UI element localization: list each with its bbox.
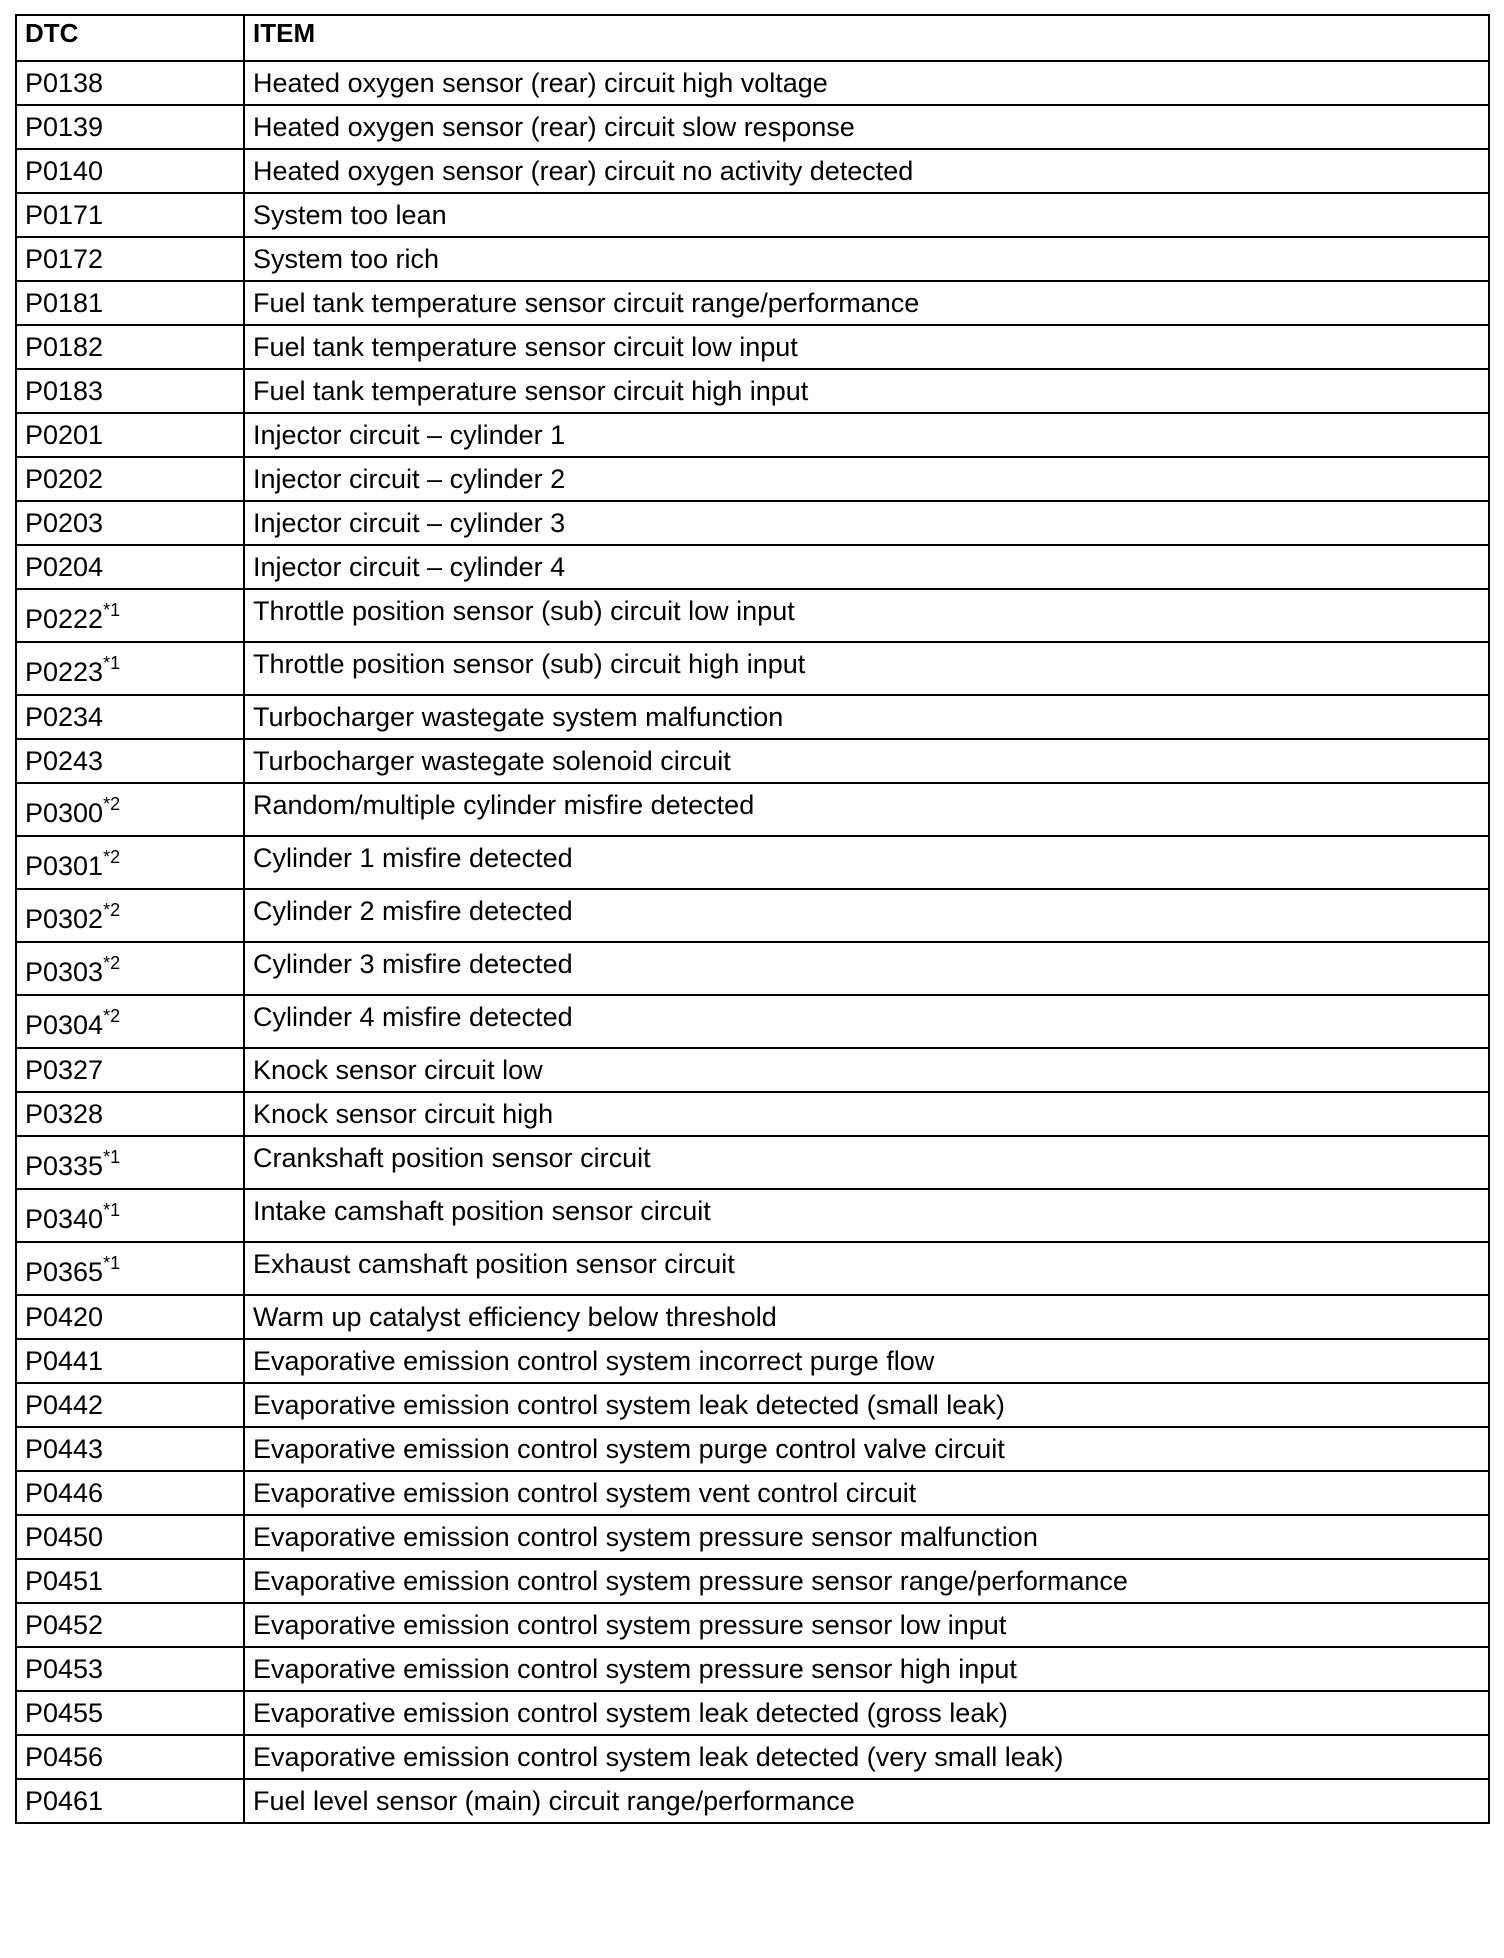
table-row xyxy=(16,1189,1489,1242)
table-row xyxy=(16,642,1489,695)
table-row xyxy=(16,1559,1489,1603)
dtc-item-cell: System too lean xyxy=(244,193,1489,237)
dtc-code: P0203 xyxy=(25,508,104,538)
table-row xyxy=(16,1427,1489,1471)
table-row xyxy=(16,1471,1489,1515)
dtc-item-cell: Evaporative emission control system leak detected (gross leak) xyxy=(244,1691,1489,1735)
table-row xyxy=(16,889,1489,942)
dtc-code-cell xyxy=(16,501,244,545)
table-row xyxy=(16,1242,1489,1295)
dtc-code: P0223 xyxy=(25,657,104,687)
dtc-item-cell: Injector circuit – cylinder 4 xyxy=(244,545,1489,589)
dtc-item-cell: Warm up catalyst efficiency below threshold xyxy=(244,1295,1489,1339)
table-header xyxy=(16,15,1489,61)
footnote-marker: *2 xyxy=(103,953,121,973)
table-row xyxy=(16,1383,1489,1427)
dtc-code-cell xyxy=(16,1189,244,1242)
dtc-column-header: DTC xyxy=(16,15,244,61)
dtc-code-cell xyxy=(16,369,244,413)
dtc-code-cell xyxy=(16,105,244,149)
dtc-code-cell xyxy=(16,1242,244,1295)
dtc-code: P0327 xyxy=(25,1055,104,1085)
table-row xyxy=(16,61,1489,105)
dtc-code-cell xyxy=(16,1427,244,1471)
dtc-code-cell xyxy=(16,1383,244,1427)
item-column-header: ITEM xyxy=(244,15,1489,61)
table-row xyxy=(16,1779,1489,1823)
dtc-code: P0300 xyxy=(25,798,104,828)
dtc-code: P0451 xyxy=(25,1566,104,1596)
table-row xyxy=(16,1136,1489,1189)
dtc-item-cell: Cylinder 3 misfire detected xyxy=(244,942,1489,995)
dtc-code-cell xyxy=(16,149,244,193)
dtc-code-cell xyxy=(16,1779,244,1823)
dtc-item-cell: Injector circuit – cylinder 1 xyxy=(244,413,1489,457)
table-row xyxy=(16,1048,1489,1092)
dtc-code-cell xyxy=(16,889,244,942)
table-row xyxy=(16,836,1489,889)
dtc-code: P0140 xyxy=(25,156,104,186)
table-row xyxy=(16,1691,1489,1735)
dtc-item-cell: Throttle position sensor (sub) circuit high input xyxy=(244,642,1489,695)
dtc-code: P0420 xyxy=(25,1302,104,1332)
dtc-code: P0365 xyxy=(25,1257,104,1287)
dtc-item-cell: Fuel tank temperature sensor circuit range/performance xyxy=(244,281,1489,325)
dtc-code: P0452 xyxy=(25,1610,104,1640)
dtc-code: P0441 xyxy=(25,1346,104,1376)
dtc-code-cell xyxy=(16,1471,244,1515)
table-row xyxy=(16,1295,1489,1339)
dtc-code-cell xyxy=(16,642,244,695)
dtc-item-cell: Turbocharger wastegate system malfunction xyxy=(244,695,1489,739)
dtc-code-cell xyxy=(16,281,244,325)
table-row xyxy=(16,149,1489,193)
dtc-item-cell: Fuel tank temperature sensor circuit low input xyxy=(244,325,1489,369)
table-row xyxy=(16,413,1489,457)
dtc-item-cell: Evaporative emission control system pressure sensor range/performance xyxy=(244,1559,1489,1603)
dtc-code: P0222 xyxy=(25,604,104,634)
table-row xyxy=(16,237,1489,281)
table-row xyxy=(16,1339,1489,1383)
table-row xyxy=(16,457,1489,501)
table-body xyxy=(16,61,1489,1823)
dtc-code: P0455 xyxy=(25,1698,104,1728)
dtc-code-cell xyxy=(16,1559,244,1603)
dtc-code: P0182 xyxy=(25,332,104,362)
dtc-item-cell: Evaporative emission control system pressure sensor low input xyxy=(244,1603,1489,1647)
table-row xyxy=(16,1647,1489,1691)
footnote-marker: *2 xyxy=(103,900,121,920)
dtc-item-cell: Throttle position sensor (sub) circuit low input xyxy=(244,589,1489,642)
dtc-item-cell: Cylinder 1 misfire detected xyxy=(244,836,1489,889)
table-row xyxy=(16,695,1489,739)
dtc-item-cell: Heated oxygen sensor (rear) circuit high voltage xyxy=(244,61,1489,105)
dtc-item-cell: Evaporative emission control system pressure sensor high input xyxy=(244,1647,1489,1691)
dtc-code: P0138 xyxy=(25,68,104,98)
dtc-code: P0301 xyxy=(25,851,104,881)
dtc-item-cell: Fuel level sensor (main) circuit range/performance xyxy=(244,1779,1489,1823)
dtc-code-cell xyxy=(16,942,244,995)
table-row xyxy=(16,783,1489,836)
footnote-marker: *1 xyxy=(103,1147,121,1167)
dtc-code-cell xyxy=(16,193,244,237)
dtc-code: P0340 xyxy=(25,1204,104,1234)
footnote-marker: *2 xyxy=(103,1006,121,1026)
dtc-code: P0446 xyxy=(25,1478,104,1508)
table-row xyxy=(16,545,1489,589)
table-row xyxy=(16,1092,1489,1136)
table-row xyxy=(16,325,1489,369)
dtc-code-cell xyxy=(16,995,244,1048)
table-row xyxy=(16,369,1489,413)
dtc-code-cell xyxy=(16,783,244,836)
dtc-item-cell: Random/multiple cylinder misfire detected xyxy=(244,783,1489,836)
footnote-marker: *2 xyxy=(103,847,121,867)
dtc-code: P0171 xyxy=(25,200,104,230)
dtc-item-cell: Evaporative emission control system vent control circuit xyxy=(244,1471,1489,1515)
table-row xyxy=(16,589,1489,642)
dtc-code-cell xyxy=(16,1295,244,1339)
dtc-code-cell xyxy=(16,1691,244,1735)
dtc-code-cell xyxy=(16,695,244,739)
dtc-item-cell: Crankshaft position sensor circuit xyxy=(244,1136,1489,1189)
dtc-code-cell xyxy=(16,1136,244,1189)
dtc-code-cell xyxy=(16,739,244,783)
dtc-item-cell: Turbocharger wastegate solenoid circuit xyxy=(244,739,1489,783)
dtc-item-cell: Heated oxygen sensor (rear) circuit slow response xyxy=(244,105,1489,149)
dtc-code-cell xyxy=(16,457,244,501)
dtc-code: P0335 xyxy=(25,1151,104,1181)
dtc-code-cell xyxy=(16,836,244,889)
table-row xyxy=(16,105,1489,149)
table-row xyxy=(16,739,1489,783)
dtc-code: P0456 xyxy=(25,1742,104,1772)
dtc-code-cell xyxy=(16,1048,244,1092)
dtc-code-cell xyxy=(16,325,244,369)
dtc-code-cell xyxy=(16,237,244,281)
dtc-code: P0302 xyxy=(25,904,104,934)
dtc-code-cell xyxy=(16,1647,244,1691)
dtc-code: P0139 xyxy=(25,112,104,142)
dtc-code: P0183 xyxy=(25,376,104,406)
dtc-code: P0461 xyxy=(25,1786,104,1816)
dtc-item-cell: Evaporative emission control system incorrect purge flow xyxy=(244,1339,1489,1383)
dtc-item-cell: Evaporative emission control system leak detected (small leak) xyxy=(244,1383,1489,1427)
dtc-item-cell: Evaporative emission control system purge control valve circuit xyxy=(244,1427,1489,1471)
dtc-code: P0202 xyxy=(25,464,104,494)
table-row xyxy=(16,942,1489,995)
dtc-item-cell: Cylinder 4 misfire detected xyxy=(244,995,1489,1048)
dtc-code-cell xyxy=(16,413,244,457)
dtc-item-cell: Heated oxygen sensor (rear) circuit no activity detected xyxy=(244,149,1489,193)
footnote-marker: *1 xyxy=(103,1200,121,1220)
dtc-code-cell xyxy=(16,589,244,642)
table-row xyxy=(16,1603,1489,1647)
table-row xyxy=(16,1735,1489,1779)
dtc-code-cell xyxy=(16,1092,244,1136)
table-row xyxy=(16,995,1489,1048)
footnote-marker: *1 xyxy=(103,653,121,673)
dtc-code-cell xyxy=(16,545,244,589)
dtc-item-cell: Intake camshaft position sensor circuit xyxy=(244,1189,1489,1242)
dtc-item-cell: Evaporative emission control system pressure sensor malfunction xyxy=(244,1515,1489,1559)
dtc-code: P0303 xyxy=(25,957,104,987)
footnote-marker: *2 xyxy=(103,794,121,814)
table-row xyxy=(16,193,1489,237)
dtc-code: P0181 xyxy=(25,288,104,318)
dtc-item-cell: Evaporative emission control system leak detected (very small leak) xyxy=(244,1735,1489,1779)
table-row xyxy=(16,281,1489,325)
table-row xyxy=(16,501,1489,545)
footnote-marker: *1 xyxy=(103,600,121,620)
dtc-item-cell: Injector circuit – cylinder 3 xyxy=(244,501,1489,545)
dtc-item-cell: Knock sensor circuit high xyxy=(244,1092,1489,1136)
dtc-code: P0204 xyxy=(25,552,104,582)
dtc-code-cell xyxy=(16,1339,244,1383)
dtc-code: P0234 xyxy=(25,702,104,732)
dtc-item-cell: Knock sensor circuit low xyxy=(244,1048,1489,1092)
dtc-item-cell: Exhaust camshaft position sensor circuit xyxy=(244,1242,1489,1295)
dtc-code: P0172 xyxy=(25,244,104,274)
dtc-code: P0442 xyxy=(25,1390,104,1420)
dtc-table xyxy=(15,14,1490,1824)
dtc-code: P0453 xyxy=(25,1654,104,1684)
dtc-item-cell: System too rich xyxy=(244,237,1489,281)
dtc-code: P0443 xyxy=(25,1434,104,1464)
dtc-code-cell xyxy=(16,61,244,105)
dtc-code-cell xyxy=(16,1603,244,1647)
dtc-code: P0450 xyxy=(25,1522,104,1552)
dtc-code-cell xyxy=(16,1735,244,1779)
table-row xyxy=(16,1515,1489,1559)
dtc-code: P0201 xyxy=(25,420,104,450)
dtc-item-cell: Fuel tank temperature sensor circuit high input xyxy=(244,369,1489,413)
dtc-code: P0243 xyxy=(25,746,104,776)
dtc-item-cell: Cylinder 2 misfire detected xyxy=(244,889,1489,942)
dtc-code: P0304 xyxy=(25,1010,104,1040)
header-row xyxy=(16,15,1489,61)
footnote-marker: *1 xyxy=(103,1253,121,1273)
dtc-code-cell xyxy=(16,1515,244,1559)
dtc-code: P0328 xyxy=(25,1099,104,1129)
dtc-item-cell: Injector circuit – cylinder 2 xyxy=(244,457,1489,501)
